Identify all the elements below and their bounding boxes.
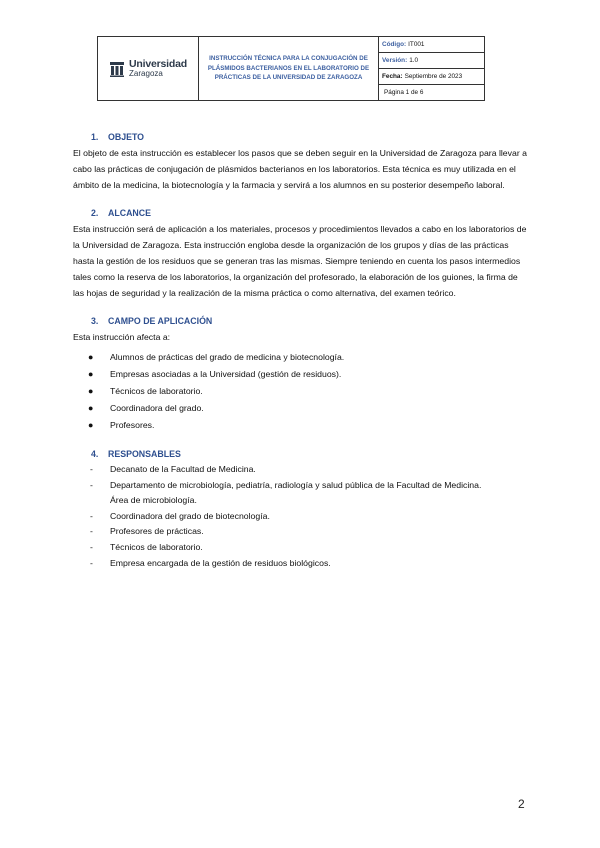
- section-number: 2.: [91, 208, 99, 218]
- meta-version: [379, 53, 484, 69]
- logo-cell: [98, 37, 199, 100]
- section-number: 1.: [91, 132, 99, 142]
- meta-date: [379, 69, 484, 85]
- section-intro-campo: Esta instrucción afecta a:: [73, 332, 171, 342]
- dash-marker: -: [90, 541, 93, 552]
- section-heading-objeto: [91, 129, 528, 145]
- section-title: RESPONSABLES: [108, 449, 181, 459]
- section-text-objeto: El objeto de esta instrucción es establecer los pasos que se deben seguir en la Universidad de Zaragoza para llevar a cabo las prácticas de conjugación de plásmidos bacterianos en los laboratorios. Esta técnica es muy utilizada en el ámbito de la medicina, la biotecnología y la farmacia y servirá a los alumnos en su posterior desempeño laboral.: [73, 148, 527, 190]
- section-title: CAMPO DE APLICACIÓN: [108, 316, 213, 326]
- list-item-text: Decanato de la Facultad de Medicina.: [110, 464, 256, 474]
- dash-marker: -: [90, 510, 93, 521]
- logo-sub-text: Zaragoza: [129, 69, 163, 79]
- dash-marker: -: [90, 464, 93, 474]
- list-item: [73, 417, 528, 434]
- university-logo: [109, 59, 187, 79]
- dash-marker: -: [90, 479, 93, 490]
- bullet-marker: ●: [88, 386, 94, 396]
- version-label: Versión:: [382, 57, 408, 64]
- section-title: OBJETO: [108, 132, 145, 142]
- section-heading-alcance: [91, 205, 528, 221]
- code-value: IT001: [408, 41, 425, 48]
- section-number: 3.: [91, 316, 99, 326]
- section-number: 4.: [91, 449, 99, 459]
- list-item-text: Departamento de microbiología, pediatría, radiología y salud pública de la Facultad de Medicina. Área de microbiología.: [110, 479, 482, 506]
- list-item: [73, 509, 528, 525]
- list-item: [73, 524, 528, 540]
- list-item-text: Coordinadora del grado.: [110, 403, 204, 413]
- list-item: [73, 540, 528, 556]
- document-title: INSTRUCCIÓN TÉCNICA PARA LA CONJUGACIÓN DE PLÁSMIDOS BACTERIANOS EN EL LABORATORIO DE PRÁCTICAS DE LA UNIVERSIDAD DE ZARAGOZA: [207, 55, 370, 82]
- list-item-text: Profesores.: [110, 420, 155, 430]
- list-item: [73, 556, 528, 572]
- document-title-cell: [199, 37, 379, 100]
- list-item: [73, 478, 528, 509]
- section-title: ALCANCE: [108, 208, 152, 218]
- section-heading-campo: [91, 313, 528, 329]
- logo-main-text: Universidad: [129, 57, 187, 70]
- date-label: Fecha:: [382, 73, 403, 80]
- bullet-marker: ●: [88, 420, 94, 430]
- date-value: Septiembre de 2023: [404, 73, 463, 80]
- document-meta: [379, 37, 484, 100]
- list-item-text: Empresas asociadas a la Universidad (gestión de residuos).: [110, 369, 342, 379]
- version-value: 1.0: [409, 57, 419, 64]
- university-crest-icon: [109, 60, 125, 78]
- section-text-alcance: Esta instrucción será de aplicación a los materiales, procesos y procedimientos llevados a cabo en los laboratorios de la Universidad de Zaragoza. Esta instrucción engloba desde la organización de los grupos y días de las prácticas hasta la gestión de los residuos que se generan tras las mismas. Siempre teniendo en cuenta los pasos intermedios tales como la reserva de los laboratorios, la organización del profesorado, la elaboración de los guiones, la firma de las hojas de seguridad y la realización de la misma práctica o como alternativa, del examen teórico.: [73, 224, 527, 298]
- list-item: [73, 366, 528, 383]
- list-item-text: Técnicos de laboratorio.: [110, 386, 203, 396]
- list-item-text: Empresa encargada de la gestión de residuos biológicos.: [110, 557, 331, 568]
- dash-marker: -: [90, 557, 93, 568]
- list-item: [73, 462, 528, 478]
- list-item-text: Técnicos de laboratorio.: [110, 541, 203, 552]
- list-item-text: Profesores de prácticas.: [110, 526, 204, 537]
- list-item-text: Coordinadora del grado de biotecnología.: [110, 510, 270, 521]
- page-info: Página 1 de 6: [384, 89, 424, 96]
- document-body: [73, 129, 528, 571]
- meta-page: [379, 85, 484, 100]
- meta-code: [379, 37, 484, 53]
- page-number: 2: [518, 797, 525, 811]
- bullet-marker: ●: [88, 352, 94, 362]
- dash-list-responsables: [73, 462, 528, 571]
- list-item-text: Alumnos de prácticas del grado de medicina y biotecnología.: [110, 352, 345, 362]
- bullet-marker: ●: [88, 369, 94, 379]
- document-header: [97, 36, 485, 101]
- list-item: [73, 383, 528, 400]
- bullet-marker: ●: [88, 403, 94, 413]
- section-heading-responsables: [91, 446, 528, 462]
- dash-marker: -: [90, 526, 93, 537]
- bullet-list-campo: [73, 349, 528, 434]
- list-item: [73, 349, 528, 366]
- code-label: Código:: [382, 41, 407, 48]
- list-item: [73, 400, 528, 417]
